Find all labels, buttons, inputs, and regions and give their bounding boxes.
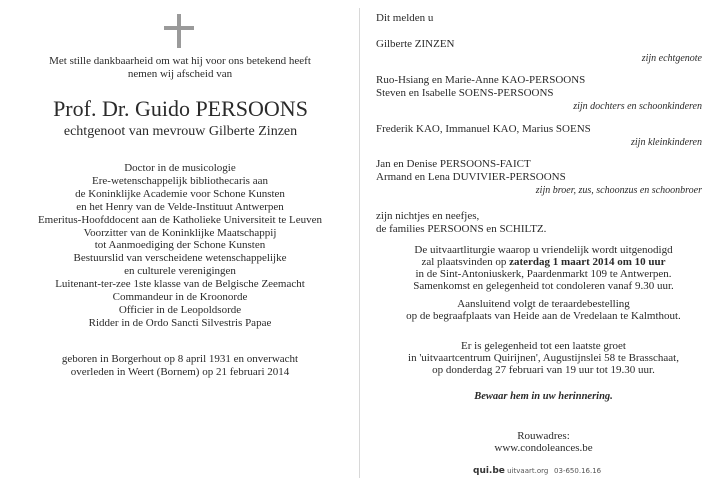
family-role: zijn echtgenote [641, 53, 702, 64]
burial-line: Aansluitend volgt de teraardebestelling [457, 298, 630, 310]
right-panel [361, 0, 722, 486]
title-line: Emeritus-Hoofddocent aan de Katholieke Universiteit te Leuven [37, 213, 323, 226]
title-line: en culturele verenigingen [124, 265, 236, 278]
title-line: Luitenant-ter-zee 1ste klasse van de Belgische Zeemacht [55, 278, 305, 291]
family-name: Armand en Lena DUVIVIER-PERSOONS [376, 171, 566, 183]
greeting-line: op donderdag 27 februari van 19 uur tot 19.30 uur. [432, 364, 655, 376]
title-line: Commandeur in de Kroonorde [112, 291, 248, 304]
intro-line: Met stille dankbaarheid om wat hij voor ons betekend heeft [49, 55, 311, 67]
greeting-line: in 'uitvaartcentrum Quirijnen', Augustijnslei 58 te Brasschaat, [408, 352, 679, 364]
family-name: Gilberte ZINZEN [376, 38, 455, 50]
greeting-line: Er is gelegenheid tot een laatste groet [461, 340, 626, 352]
intro-text [20, 55, 340, 81]
closing-block [371, 391, 716, 403]
family-role: zijn dochters en schoonkinderen [573, 101, 702, 112]
title-line: Voorzitter van de Koninklijke Maatschappij [83, 226, 277, 239]
intro-line: nemen wij afscheid van [127, 68, 233, 80]
liturgy-line: De uitvaartliturgie waarop u vriendelijk wordt uitgenodigd [414, 244, 673, 256]
titles-list [10, 162, 350, 330]
title-line: Doctor in de musicologie [124, 162, 236, 174]
liturgy-line [371, 256, 716, 268]
address-block [371, 430, 716, 454]
title-line: Ere-wetenschappelijk bibliothecaris aan [92, 174, 268, 187]
liturgy-line: in de Sint-Antoniuskerk, Paardenmarkt 109 te Antwerpen. [415, 268, 672, 280]
nieces-line: de families PERSOONS en SCHILTZ. [376, 223, 547, 235]
address-label: Rouwadres: [517, 430, 570, 442]
spouse-line: echtgenoot van mevrouw Gilberte Zinzen [63, 124, 298, 139]
liturgy-line: Samenkomst en gelegenheid tot condoleren vanaf 9.30 uur. [413, 280, 674, 292]
liturgy-prefix: zal plaatsvinden op [421, 256, 510, 268]
death-line: overleden in Weert (Bornem) op 21 februari 2014 [70, 366, 290, 378]
title-line: Bestuurslid van verscheidene wetenschappelijke [73, 252, 287, 265]
burial-block [371, 298, 716, 322]
closing-line: Bewaar hem in uw herinnering. [474, 391, 613, 402]
printer-footer [473, 466, 601, 477]
deceased-name: Prof. Dr. Guido PERSOONS [53, 96, 308, 121]
title-line: en het Henry van de Velde-Instituut Antwerpen [76, 200, 284, 213]
burial-line: op de begraafplaats van Heide aan de Vredelaan te Kalmthout. [406, 310, 681, 322]
family-name: Ruo-Hsiang en Marie-Anne KAO-PERSOONS [376, 74, 586, 86]
greeting-block [371, 340, 716, 376]
family-name: Jan en Denise PERSOONS-FAICT [376, 158, 531, 170]
printer-logo: qui.be [473, 466, 505, 476]
life-dates [10, 353, 350, 379]
cross-icon [164, 14, 194, 48]
printer-site: uitvaart.org [504, 467, 549, 475]
title-line: de Koninklijke Academie voor Schone Kunsten [75, 187, 285, 200]
fold-divider [359, 8, 360, 478]
birth-line: geboren in Borgerhout op 8 april 1931 en onverwacht [61, 353, 299, 365]
address-url: www.condoleances.be [494, 442, 593, 454]
title-line: Officier in de Leopoldsorde [118, 303, 242, 316]
nieces-line: zijn nichtjes en neefjes, [376, 210, 480, 222]
family-name: Steven en Isabelle SOENS-PERSOONS [376, 87, 554, 99]
liturgy-datetime: zaterdag 1 maart 2014 om 10 uur [509, 256, 666, 268]
liturgy-block [371, 244, 716, 292]
printer-phone: 03-650.16.16 [554, 467, 602, 475]
title-line: tot Aanmoediging der Schone Kunsten [94, 239, 266, 252]
family-role: zijn kleinkinderen [631, 137, 702, 148]
family-role: zijn broer, zus, schoonzus en schoonbroer [535, 185, 702, 196]
family-name: Frederik KAO, Immanuel KAO, Marius SOENS [376, 123, 591, 135]
title-line: Ridder in de Ordo Sancti Silvestris Papae [88, 316, 272, 329]
announcement-heading: Dit melden u [376, 12, 434, 24]
